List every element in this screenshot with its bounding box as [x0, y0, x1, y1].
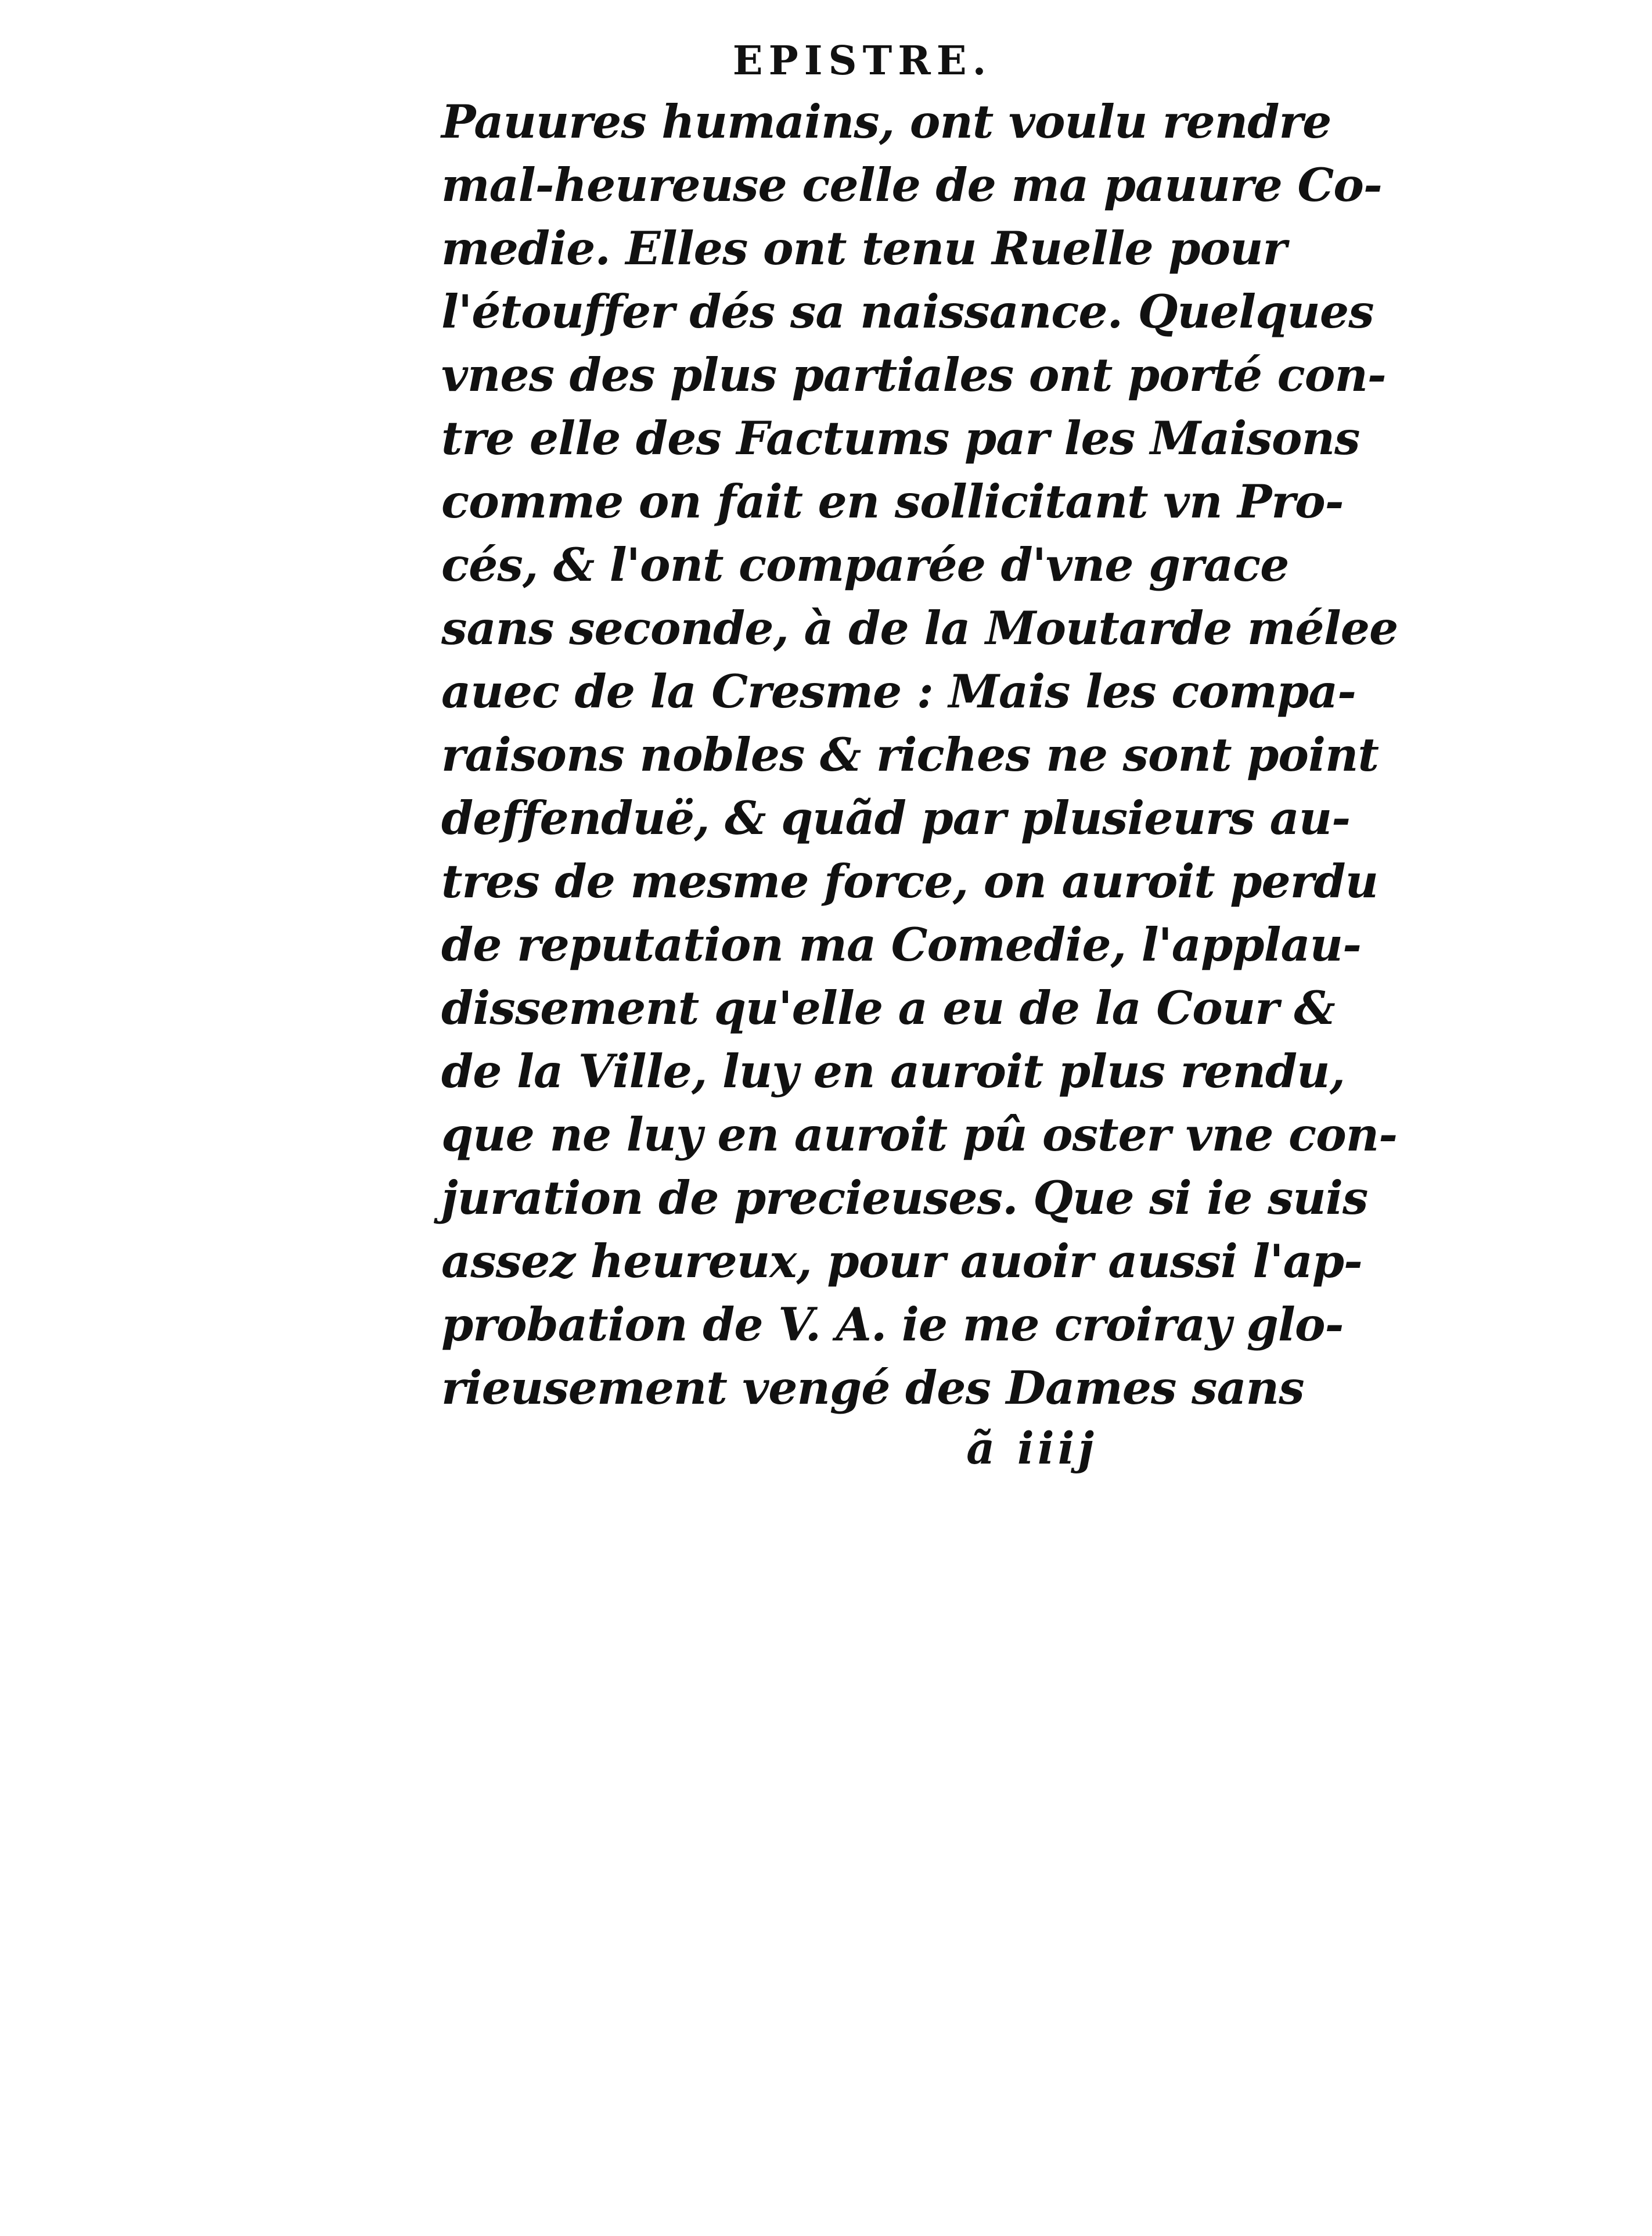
text-line: dissement qu'elle a eu de la Cour &	[441, 981, 1335, 1035]
text-line: medie. Elles ont tenu Ruelle pour	[441, 221, 1287, 275]
text-line: probation de V. A. ie me croiray glo-	[441, 1297, 1344, 1351]
text-line: vnes des plus partiales ont porté con-	[441, 348, 1386, 402]
text-line: de reputation ma Comedie, l'applau-	[441, 918, 1361, 972]
text-line: de la Ville, luy en auroit plus rendu,	[441, 1044, 1345, 1098]
text-line: mal-heureuse celle de ma pauure Co-	[441, 158, 1382, 212]
text-line: raisons nobles & riches ne sont point	[441, 728, 1379, 782]
signature-mark: ã iiij	[966, 1422, 1097, 1474]
body-text	[441, 90, 1398, 1419]
text-line: sans seconde, à de la Moutarde mélee	[441, 601, 1398, 655]
text-line: deffenduë, & quãd par plusieurs au-	[441, 791, 1350, 845]
text-line: auec de la Cresme : Mais les compa-	[441, 664, 1356, 718]
text-line: Pauures humains, ont voulu rendre	[441, 95, 1331, 149]
text-line: cés, & l'ont comparée d'vne grace	[441, 538, 1289, 592]
text-line: juration de precieuses. Que si ie suis	[441, 1171, 1368, 1225]
text-block	[441, 32, 1398, 1478]
text-line: l'étouffer dés sa naissance. Quelques	[441, 285, 1374, 339]
text-line: comme on fait en sollicitant vn Pro-	[441, 474, 1344, 529]
running-head: EPISTRE.	[732, 38, 992, 84]
text-line: rieusement vengé des Dames sans	[441, 1361, 1304, 1415]
text-line: assez heureux, pour auoir aussi l'ap-	[441, 1234, 1362, 1288]
text-line: que ne luy en auroit pû oster vne con-	[441, 1108, 1397, 1162]
text-line: tres de mesme force, on auroit perdu	[441, 854, 1379, 908]
text-line: tre elle des Factums par les Maisons	[441, 411, 1360, 465]
